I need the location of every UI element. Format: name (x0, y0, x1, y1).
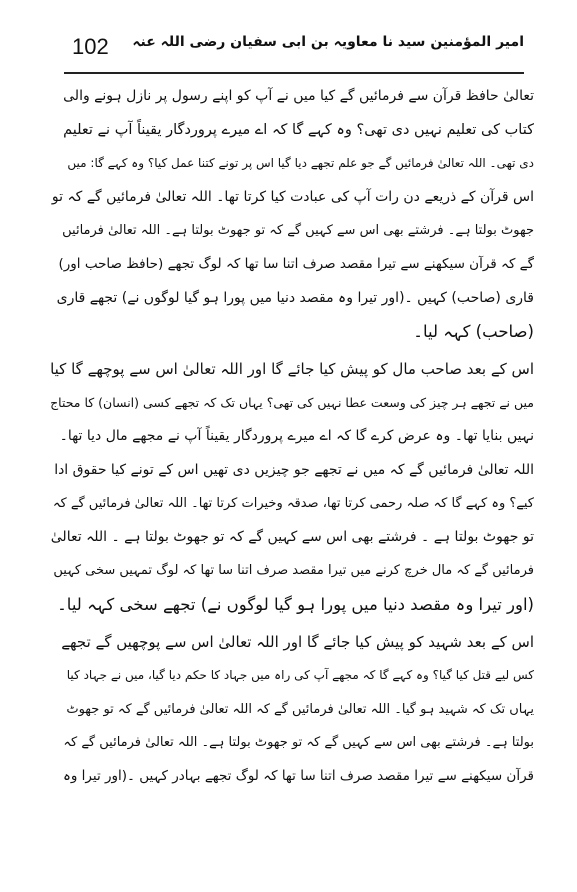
text-line: کیے؟ وہ کہے گا کہ صلہ رحمی کرتا تھا، صدقہ وخیرات کرتا تھا۔ اللہ تعالیٰ فرمائیں گے کہ (52, 496, 534, 512)
text-line: اس کے بعد شہید کو پیش کیا جائے گا اور اللہ تعالیٰ اس سے پوچھیں گے تجھے (61, 632, 534, 651)
text-line: گے کہ قرآن سیکھنے سے تیرا مقصد صرف اتنا سا تھا کہ لوگ تجھے (حافظ صاحب اور) (58, 255, 534, 272)
text-line: تو جھوٹ بولتا ہے ۔ فرشتے بھی اس سے کہیں گے کہ تو جھوٹ بولتا ہے ۔ اللہ تعالیٰ (50, 528, 534, 545)
page-number: 102 (72, 34, 109, 59)
page-header (66, 30, 524, 70)
header-divider (64, 72, 524, 74)
body-text (50, 80, 534, 793)
text-line: یہاں تک کہ شہید ہو گیا۔ اللہ تعالیٰ فرمائیں گے کہ اللہ تعالیٰ فرمائیں گے کہ تو جھوٹ (66, 701, 534, 717)
text-line: اللہ تعالیٰ فرمائیں گے کہ میں نے تجھے جو چیزیں دی تھیں اس کے تونے کیا حقوق ادا (54, 461, 534, 478)
text-line: (صاحب) کہہ لیا۔ (413, 322, 534, 342)
text-line: کتاب کی تعلیم نہیں دی تھی؟ وہ کہے گا کہ اے میرے پروردگار یقیناً آپ نے تعلیم (63, 121, 534, 138)
text-line: فرمائیں گے کہ مال خرچ کرنے میں تیرا مقصد صرف اتنا سا تھا کہ لوگ تمہیں سخی کہیں (53, 563, 534, 579)
text-line: میں نے تجھے ہر چیز کی وسعت عطا نہیں کی تھی؟ یہاں تک کہ تجھے کسی (انسان) کا محتاج (50, 395, 534, 411)
text-line: بولتا ہے۔ فرشتے بھی اس سے کہیں گے کہ تو جھوٹ بولتا ہے۔ اللہ تعالیٰ فرمائیں گے کہ (63, 735, 534, 751)
text-line: نہیں بنایا تھا۔ وہ عرض کرے گا کہ اے میرے پروردگار یقیناً آپ نے مجھے مال دیا تھا۔ (59, 427, 534, 444)
running-title: امیر المؤمنین سید نا معاویہ بن ابی سفیان رضی اللہ عنہ (132, 34, 524, 50)
text-line: قرآن سیکھنے سے تیرا مقصد صرف اتنا سا تھا کہ لوگ تجھے بہادر کہیں ۔(اور تیرا وہ (62, 767, 534, 784)
text-line: (اور تیرا وہ مقصد دنیا میں پورا ہو گیا لوگوں نے) تجھے سخی کہہ لیا۔ (57, 594, 534, 614)
text-line: اس قرآن کے ذریعے دن رات آپ کی عبادت کیا کرتا تھا۔ اللہ تعالیٰ فرمائیں گے کہ تو (51, 188, 534, 205)
text-line: تعالیٰ حافظ قرآن سے فرمائیں گے کیا میں نے آپ کو اپنے رسول پر نازل ہونے والی (63, 88, 534, 104)
paragraph-2 (50, 353, 534, 622)
paragraph-3 (50, 626, 534, 794)
paragraph-1 (50, 80, 534, 349)
text-line: جھوٹ بولتا ہے۔ فرشتے بھی اس سے کہیں گے کہ تو جھوٹ بولتا ہے۔ اللہ تعالیٰ فرمائیں (62, 223, 534, 239)
text-line: دی تھی۔ اللہ تعالیٰ فرمائیں گے جو علم تجھے دیا گیا اس پر تونے کتنا عمل کیا؟ وہ کہے گا: میں (67, 156, 534, 171)
text-line: قاری (صاحب) کہیں ۔(اور تیرا وہ مقصد دنیا میں پورا ہو گیا لوگوں نے) تجھے قاری (56, 289, 534, 306)
text-line: اس کے بعد صاحب مال کو پیش کیا جائے گا اور اللہ تعالیٰ اس سے پوچھے گا کیا (50, 359, 534, 378)
text-line: کس لیے قتل کیا گیا؟ وہ کہے گا کہ مجھے آپ کی راہ میں جہاد کا حکم دیا گیا، میں نے جہاد کیا (66, 668, 534, 683)
